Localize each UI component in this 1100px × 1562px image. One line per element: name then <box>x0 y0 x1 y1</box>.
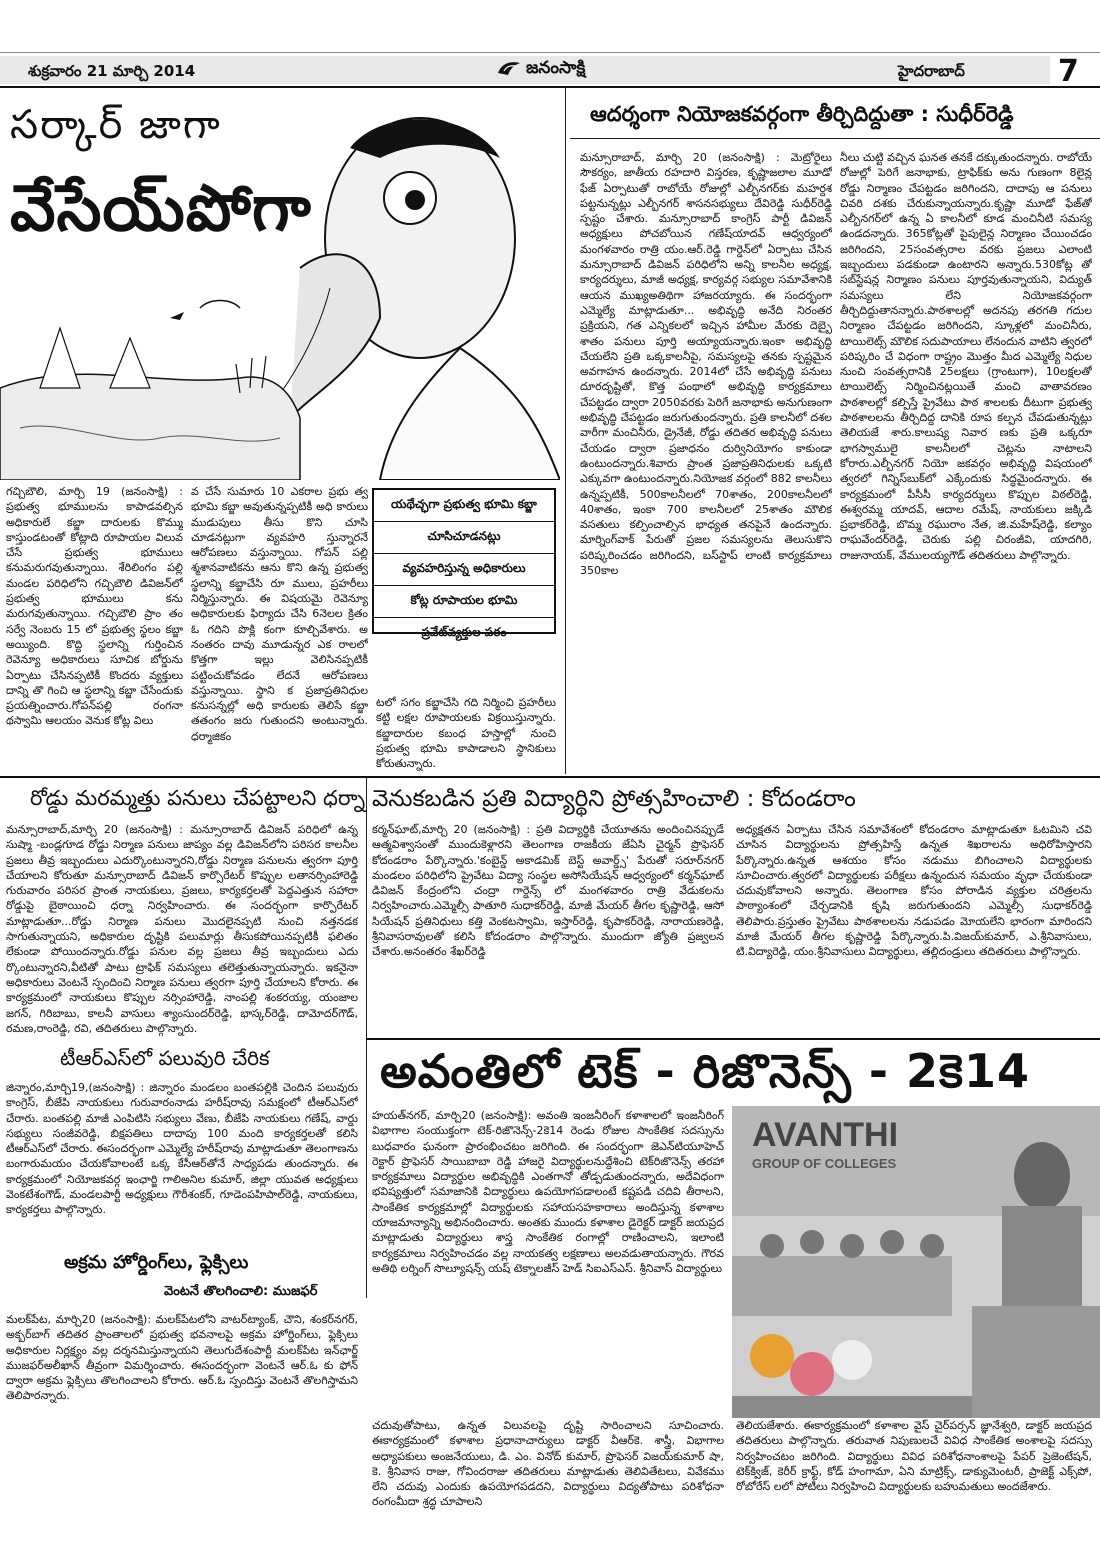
issue-date: శుక్రవారం 21 మార్చి 2014 <box>28 62 196 80</box>
event-photo-image <box>732 1106 1100 1418</box>
roads-body: మన్సూరాబాద్,మార్చి 20 (జనంసాక్షి) : మన్సూరాబాద్ డివిజన్ పరిధిలో ఉన్న సుష్మా -బండ్లగూడ రోడ్డు నిర్మాణ పనులు జాప్యం వల్ల డివిజన్‌లోని పరిసర కాలనీల ప్రజలు తీవ్ర ఇబ్బందులు ఎదుర్కొంటున్నారని,రోడ్డు నిర్మాణ పనులను త్వరగా పూర్తి చేయాలని కోరుతూ మన్సూరాబాద్ డివిజన్ కార్పొరేటర్ కొప్పుల లతానర్సింహారెడ్డి గురువారం పరిసర ప్రాంత నాయకులు, ప్రజలు, కార్యకర్తలతో పెద్దఎత్తున సహారా రోడ్డుపై బైఠాయించి ధర్నా నిర్వహించారు. ఈ సందర్భంగా కార్పొరేటర్ మాట్లాడుతూ...రోడ్డు నిర్మాణ పనులు మొదలైనప్పటి నుంచి నత్తనడక సాగుతున్నాయని, అధికారుల దృష్టికి పలుమార్లు తీసుకపోయినప్పటికీ ఫలితం లేకుండా పోయిందన్నారు.రోడ్డు పనుల వల్ల ప్రజలు తీవ్ర ఇబ్బందులు ఎదు ర్కొంటున్నారని,వీటితో పాటు ట్రాఫిక్ సమస్యలు తలెత్తుతున్నాయన్నారు. ఇకనైనా అధికారులు వెంటనే స్పందించి నిర్మాణ పనులు త్వరగా పూర్తి చేయాలని కోరారు. ఈ కార్యక్రమంలో నాయకులు కొప్పుల నర్సింహారెడ్డి, నాంపల్లి శంకరయ్య, యంజాల జగన్, గిరిబాబు, కాలనీ వాసులు శ్యాంసుందర్‌రెడ్డి, భాస్కర్‌రెడ్డి, దామోదర్‌గౌడ్, రమణ,రాంరెడ్డి, రవి, తదితరులు పాల్గొన్నారు. <box>6 823 358 1035</box>
kodandaram-col-1: కర్మన్‌ఘాట్,మార్చి 20 (జనంసాక్షి) : ప్రతి విద్యార్థికి చేయూతను అందించినప్పుడే ఆత్మవిశ్వాసంతో ముందుకెళ్లారని తెలంగాణ రాజకీయ జేఏసి చైర్మన్ ప్రొఫెసర్ కోదండరాం పేర్కొన్నారు.'కంబైన్డ్ అకాడమిక్ బెస్ట్ అవార్డ్స్' పేరుతో సరూర్‌నగర్ మండలం పరిధిలోని ప్రైవేటు విద్యా సంస్థల అసోసియేషన్ ఆధ్వర్యంలో కర్మన్‌ఘాట్ డివిజన్ కేంద్రంలోని చంద్రా గార్డెన్స్ లో మంగళవారం రాత్రి వేడుకలను నిర్వహించారు.ఎమ్మెల్సీ పాతూరి సుధాకర్‌రెడ్డి, మాజీ మేయర్ తీగల కృష్ణారెడ్డి, ఆసో సియేషన్ ప్రతినిధులు కత్తి వెంకటస్వామి, ఇస్తార్‌రెడ్డి, కృపాకర్‌రెడ్డి, నారాయణరెడ్డి, శ్రీనివాసరావులతో కలిసి కోదండరాం పాల్గొన్నారు. ముందుగా జ్యోతి ప్రజ్వలన చేశారు.అనంతరం శేఖర్‌రెడ్డి <box>372 823 724 959</box>
avanthi-col-1b: చదువుతోపాటు, ఉన్నత విలువలపై దృష్టి సారించాలని సూచించారు. ఈకార్యక్రమంలో కళాశాల ప్రధానాచార్యులు డాక్టర్ వీఆర్‌కె. శాస్త్రీ, విభాగాల అధ్యాపకులు అంజనేయులు, డి. ఎం. వినోద్ కుమార్, ప్రొఫెసర్ విజయ్‌కుమార్ షా, కె. శ్రీనివాస రాజు, గోవిందరాజు తదితరులు మాట్లాడుతు తెలివితేటలు, వివేకము లేని చదువు ఎందుకు ఉపయోగపడదని, విద్యార్థులు విద్యతోపాటు పరిశోధనా రంగంమీదా శ్రద్ధ చూపాలని <box>372 1419 724 1509</box>
pullquote-line: కోట్ల రూపాయల భూమి <box>374 585 554 617</box>
avanthi-col-1: హయత్‌నగర్, మార్చి20 (జనంసాక్షి): అవంతి ఇంజనీరింగ్ కళాశాలలో ఇంజనీరింగ్ విభాగాల సంయుక్తంగా టెక్-రిజొనెన్స్-2కె14 రెండు రోజుల సాంకేతిక సదస్సును బుధవారం ఘనంగా ప్రారంభించటం జరిగింది. ఈ సందర్భంగా జెఎన్‌టియూహెచ్ రెక్టార్ ప్రొఫెసర్ సాయిబాబా రెడ్డి హాజరై విద్యార్థులనుద్దేశించి టెక్‌రిజొనెన్స్ తరహా కార్యక్రమాలు విద్యార్థుల అభివృద్ధికి ఎంతగానో తోడ్పడుతుందన్నారు, అదేవిధంగా భవిష్యత్తులో సమాజానికి విద్యార్థులు ఉపయోగపడాలంటే కష్టపడి చదివి తీరాలని, సాంకేతిక కార్యక్రమాల్లో విద్యార్థులకు సహాయసహకారాలు అందిస్తున్న కళాశాల యాజమాన్యాన్ని అభినందించారు. అంతకు ముందు కళాశాల డైరెక్టర్ డాక్టర్ జయప్రద మాట్లాడుతు విద్యార్థులు శాస్త్ర సాంకేతిక రంగాల్లో రాణించాలని, ఇలాంటి కార్యక్రమాలు నిర్వహించడం వల్ల నాయకత్వ లక్షణాలు అలవడుతాయన్నారు. గౌరవ అతిథి లర్నింగ్ సొల్యూషన్స్ యష్ టెక్నాలజీస్ హెడ్ సిఐఎస్‌ఎస్. శ్రీనివాస్ విద్యార్థులు <box>372 1109 724 1275</box>
masthead-logo <box>496 58 585 82</box>
avanthi-headline: అవంతిలో టెక్ - రిజొనెన్స్ - 2కె14 <box>380 1044 1031 1098</box>
trs-body: జిన్నారం,మార్చి19,(జనంసాక్షి) : జిన్నారం మండలం బంతపల్లికి చెందిన పలువురు కాంగ్రెస్, బీజేపి నాయకులు గురువారంనాడు హరీష్‌రావు సమక్షంలో టీఆర్‌ఎస్‌లో చేరారు. బంతపల్లి మాజీ ఎంపిటిసి సభ్యులు వేణు, బీజేపి నాయకులు గణేష్, వార్డు సభ్యులు సంజీవరెడ్డి, బిక్షపతిలు దాదాపు 100 మంది కార్యకర్తలతో కలిసి టీఆర్‌ఎస్‌లో చేరారు. ఈసందర్భంగా ఎమ్మెల్యే హరీష్‌రావు మాట్లాడుతూ తెలంగాణను బంగారుమయం చేయకోవాలంటే ఒక్క కేసీఆర్‌తోనే సాధ్యపడు తుందన్నారు. ఈ కార్యక్రమంలో నియోజకవర్గ ఇంఛార్జి గాలిఅనిల కుమార్, జిల్లా యువత అధ్యక్షులు వెంకటేశంగౌడ్, మండలపార్టీ అధ్యక్షులు గౌరీశంకర్, గూడెంపహిపాల్‌రెడ్డి, నాయకులు, కార్యకర్తలు పాల్గొన్నారు. <box>6 1081 358 1217</box>
sarkar-col-3: టలో సగం కబ్జాచేసి గది నిర్మించి ప్రహరీలు కట్టి లక్షల రూపాయలకు విక్రయిస్తున్నారు. కబ్జాదారుల కబంధ హస్తాల్లో నుంచి ప్రభుత్వ భూమి కాపాడాలని స్థానికులు కోరుతున్నారు. <box>376 696 556 771</box>
edition-city: హైదరాబాద్ <box>898 62 965 80</box>
event-photo <box>732 1106 1100 1418</box>
kodandaram-col-2: అధ్యక్షతన ఏర్పాటు చేసిన సమావేశంలో కోదండరాం మాట్లాడుతూ ఓటమిని చవి చూసిన విద్యార్థులను ప్రోత్సహిస్తే ఉన్నత శిఖరాలను అధిరోహిస్తారని పేర్కొన్నారు.ఉన్నత ఆశయం కోసం నడుము బిగించాలని విద్యార్థులకు సూచించారు.త్వరలో విద్యార్థులకు పరీక్షలు ఉన్నందున సమయం వృధా చేయకుండా చదువుకోవాలని అన్నారు. తెలంగాణ కోసం పోరాడిన వ్యక్తుల చరిత్రలను పాఠ్యాంశంలో చేర్చడానికి కృషి జరుగుతుందని ఎమ్మెల్సీ సుధాకర్‌రెడ్డి తెలిపారు.ప్రస్తుతం ప్రైవేటు పాఠశాలలను నడుపడం మోయలేని భారంగా మారిందని మాజీ మేయర్ తీగల కృష్ణారెడ్డి పేర్కొన్నారు.పి.విజయ్‌కుమార్, ఎ.శ్రీనివాసులు, టి.విద్యారెడ్డి, యం.శ్రీనివాసులు విద్యార్థులు, తల్లిదండ్రులు తదితరులు పాల్గొన్నారు. <box>736 823 1092 959</box>
kodandaram-headline: వెనుకబడిన ప్రతి విద్యార్థిని ప్రోత్సహించాలి : కోదండరాం <box>372 786 856 812</box>
sarkar-col-1: గచ్చిబౌలి, మార్చి 19 (జనంసాక్షి) : ప్రభుత్వ భూములను కాపాడవల్సిన అధికారులే కబ్జా దారులకు కొమ్ము కాస్తుండటంతో కోట్లాది రూపాయల విలువ చేసే ప్రభుత్వ భూములు కనుమరుగవుతున్నాయి. శేరిలింగం పల్లి మండల పరిధిలోని గచ్చిబౌలి డివిజన్‌లో ప్రభుత్వ భూములు కను మరుగవుతున్నాయి. గచ్చిబౌలి ప్రాం తం సర్వే నెంబరు 15 లో ప్రభుత్వ స్థలం కబ్జా అయ్యింది. కొద్ది స్థలాన్ని గుర్తించిన రెవెన్యూ అధికారులు సూచిక బోర్డును ఏర్పాటు చేసినప్పటికీ కొందరు వ్యక్తులు దాన్ని తొ గించి ఆ స్థలాన్ని కబ్జా చేసేందుకు ప్రయత్నించారు.గోపన్‌పల్లి రంగనా థస్వామి ఆలయం వెనుక కోట్ల విలు <box>6 485 183 728</box>
balloon-icon <box>832 1340 872 1380</box>
pullquote-line: ప్రవేట్‌వ్యక్తుల పరం <box>374 617 554 649</box>
bird-logo-icon <box>496 59 522 77</box>
roads-headline: రోడ్డు మరమ్మత్తు పనులు చేపట్టాలని ధర్నా <box>30 786 366 810</box>
pullquote-line: వ్యవహరిస్తున్న అధికారులు <box>374 553 554 585</box>
sudheer-col-2: నీలు చుట్టి వచ్చిన ఘనత తనకే దక్కుతుందన్నారు. రాబోయే రోజుల్లో పెరిగే జనాభాకు, ట్రాఫిక్‌కు అను గుణంగా 8లైన్ల రోడ్డు నిర్మాణం చేపట్టడం జరిగిందని, దాదాపు ఆ పనులు చివరి దశకు చేరుకున్నాయన్నారు.కృష్ణా మూడో ఫేజ్‌తో ఎల్బీనగర్‌లో ఉన్న ఏ కాలనీలో కూడ మంచినీటి సమస్య ఉండదన్నారు. 365కోట్లతో పైపులైన్ల నిర్మాణం చేయించడం జరిగిందని, 25సంవత్సరాల వరకు ప్రజలు ఎలాంటి ఇబ్బందులు పడకుండా ఉంటారని అన్నారు.530కోట్ల తో సబ్‌స్టేషన్ల నిర్మాణం పనులు పూర్తవుతున్నాయని, విద్యుత్ సమస్యలు లేని నియోజకవర్గంగా తీర్చిదిద్దుతానన్నారు.పాఠశాలల్లో అదనపు తరగతి గదుల నిర్మాణం చేపట్టడం జరిగిందని, స్కూళ్లలో మంచినీరు, టాయిలెట్స్ మౌలిక సదుపాయాలు లేనందున వాటిని త్వరలో పరిష్కరిం చే విధంగా రాష్ట్రం మొత్తం మీద ఎమ్మెల్యే నిధుల నుంచి సంవత్సరానికి 25లక్షలు (గ్రాంటుగా), 10లక్షలతో టాయిలెట్స్ నిర్మించినట్లయితే మంచి వాతావరణం పాఠశాలల్లో కల్పిస్తే ప్రైవేటు పాఠ శాలలకు దీటుగా ప్రభుత్వ పాఠశాలలను తీర్చిదిద్ద దానికి రూప కల్పన చేపడుతున్నట్లు తెలియజే శారు.కాలుష్య నివార ణకు ప్రతి ఒక్కరూ భాగస్వాములై కాలనీలలో చెట్లను నాటాలని కోరారు.ఎల్బీనగర్ నియో జకవర్గం అభివృద్ధి విషయంలో త్వరలో గిన్నిస్‌బుక్‌లో ఎక్కేందుకు సిద్ధమైందన్నారు. ఈ కార్యక్రమంలో పీసీసీ కార్యదర్శులు కొప్పుల విఠల్‌రెడ్డి, ఈశ్వరమ్మ యాదవ్, ఆదాల రమేష్, నాయకులు జక్కిడి ప్రభాకర్‌రెడ్డి, బొమ్మ రఘురాం నేత, జి.మహేష్‌రెడ్డి, కల్యాం రాఘవేందర్‌రెడ్డి, చెరుకు పల్లి చిరంజీవి, యాదగిరి, రాజునాయక్, వేములయ్యగౌడ్ తదితరులు పాల్గొన్నారు. <box>840 151 1092 562</box>
pullquote-line: చూసిచూడనట్లు <box>374 521 554 553</box>
photo-banner-text: AVANTHI <box>752 1116 899 1154</box>
sarkar-col-2: వ చేసే సుమారు 10 ఎకరాల ప్రభు త్వ భూమి కబ్జా అవుతున్నప్పటికీ అధి కారులు ముడుపులు తీసు కొని చూసి చూడనట్లుగా వ్యవహరి స్తున్నారనే ఆరోపణలు వస్తున్నాయి. గోపన్ పల్లి శ్మశానవాటికను ఆను కొని ఉన్న ప్రభుత్వ స్థలాన్ని కబ్జాచేసి రూ ములు, ప్రహరీలు నిర్మిస్తున్నారు. ఈ విషయమై రెవెన్యూ అధికారులకు ఫిర్యాదు చేసి 6నెలల క్రితం ఓ గదిని పొక్లి కంగా కూల్చివేశారు. అ నంతరం దావు మూడున్నర ఎక రాలలో కొత్తగా ఇల్లు వెలిసినప్పటికీ పట్టించుకోవడం లేదనే ఆరోపణలు వస్తున్నాయి. స్థాని క ప్రజాప్రతినిధుల కనుసన్నల్లో అధి కారులకు తెలిసే కబ్జా తతంగం జరు గుతుందని అంటున్నారు. ధర్మాజికం <box>191 485 368 743</box>
hoardings-body: మలక్‌పేట, మార్చి20 (జనంసాక్షి): మలక్‌పేటలోని వాటర్‌ట్యాంక్, చౌని, శంకర్‌నగర్, అక్బర్‌బాగ్ తదితర ప్రాంతాలలో ప్రభుత్వ భవనాలపై అక్రమ హోర్డింగ్‌లు, ఫ్లెక్సిలు అధికారుల నిర్లక్ష్యం వల్ల దర్శనమిస్తున్నాయని తెలుగుదేశంపార్టీ మలక్‌పేట ఇన్‌ఛార్జ్ ముజఫర్‌అలీఖాన్ తీవ్రంగా విమర్శించారు. ఈసందర్భంగా వెంటనే ఆర్.ఓ కు ఫోన్ ద్వారా అక్రమ ఫ్లెక్సిలు తొలగించాలని కోరారు. ఆర్.ఓ స్పందిస్తు వెంటనే తొలగిస్తామని తెలిపారన్నారు. <box>6 1313 358 1403</box>
logo-text: జనంసాక్షి <box>526 58 586 78</box>
photo-banner-subtext: GROUP OF COLLEGES <box>752 1156 897 1171</box>
sarkar-headline-line1: సర్కార్ జాగా <box>10 102 222 148</box>
pullquote-line: యథేచ్ఛగా ప్రభుత్వ భూమి కబ్జా <box>391 497 537 511</box>
trs-headline: టీఆర్‌ఎస్‌లో పలువురి చేరిక <box>60 1046 270 1070</box>
sudheer-headline: ఆదర్శంగా నియోజకవర్గంగా తీర్చిదిద్దుతా : సుధీర్‌రెడ్డి <box>590 102 1014 126</box>
hoardings-subhead: వెంటనే తొలగించాలి: ముజఫర్ <box>164 1284 318 1299</box>
balloon-icon <box>750 1334 794 1378</box>
sarkar-headline-line2: వేసేయ్‌పోగా <box>10 172 312 246</box>
avanthi-col-2: తెలియజేశారు. ఈకార్యక్రమంలో కళాశాల వైస్ చైర్‌పర్సన్ జ్ఞానేశ్వరి, డాక్టర్ జయప్రద తదితరులు పాల్గొన్నారు. తరువాత నిపుణులచే వివిధ సాంకేతిక అంశాలపై సదస్సు నిర్వహించటం జరిగింది. విద్యార్థులు వివిధ పరిశోధనాంశాలపై పేపర్ ప్రెజెంటేషన్, టెక్‌క్విజ్, కెరీర్ క్రాఫ్ట్, కోడ్ హంగామా, ఏని మాట్రిక్స్, డాక్యుమెంటరీ, ప్రాజెక్ట్ ఎక్స్‌పో, రోబోరేస్ లలో పోటీలు నిర్వహించి విద్యార్థులకు బహుమతులు అందజేశారు. <box>736 1419 1092 1494</box>
sudheer-col-1: మన్సూరాబాద్, మార్చి 20 (జనంసాక్షి) : మెట్రోరైలు సౌకర్యం, జాతీయ రహదారి విస్తరణ, కృష్ణాజలాల మూడో ఫేజ్ ఏర్పాటుతో రాబోయే రోజుల్లో ఎల్బీనగర్‌కు మహర్దశ పట్టనున్నట్లు ఎల్బీనగర్ శాసనసభ్యులు దేవిరెడ్డి సుధీర్‌రెడ్డి స్పష్టం చేశారు. మన్సూరాబాద్ కాంగ్రెస్ పార్టీ డివిజన్ అధ్యక్షులు పోచబోయిన గణేష్‌యాదవ్ ఆధ్వర్యంలో మంగళవారం రాత్రి యం.ఆర్.రెడ్డి గార్డెన్‌లో ఏర్పాటు చేసిన మన్సూరాబాద్ డివిజన్ పరిధిలోని అన్ని కాలనీల అధ్యక్ష, కార్యదర్శులు, మాజీ అధ్యక్ష, కార్యవర్గ సభ్యుల సమావేశానికి ఆయన ముఖ్యఅతిథిగా హాజరయ్యారు. ఈ సందర్భంగా ఎమ్మెల్యే మాట్లాడుతూ... అభివృద్ధి అనేది నిరంతర ప్రక్రియని, గత ఎన్నికలలో ఇచ్చిన హామీల మేరకు దెబ్బై శాతం పనులు పూర్తి అయ్యాయన్నారు.ఇంకా అభివృద్ధి చేయలేని ప్రతి ఒక్కకాలనీపై, సమస్యలపై తనకు స్పష్టమైన అవగాహన ఉందన్నారు. 2014లో చేసే అభివృద్ధి పనులు దూరదృష్టితో, కొత్త పంథాలో అభివృద్ధి కార్యక్రమాలు చేపట్టడం ద్వారా 2050వరకు పెరిగే జనాభాకు అనుగుణంగా అభివృద్ధి చేపట్టడం జరుగుతుందన్నారు. ప్రతి కాలనీలో దశల వారీగా మంచినీరు, డ్రైనేజీ, రోడ్డు తదితర అభివృద్ధి పనులు చేయడం ద్వారా ప్రజాధనం దుర్వినియోగం కాకుండా ఉంటుందన్నారు.శివారు ప్రాంత ప్రజాప్రతినిధులకు ఒక్కటి ఎక్కువగా ఉంటుందన్నారు.నియోజక వర్గంలో 882 కాలనీలు ఉన్నప్పటికీ, 500కాలనీలలో 70శాతం, 200కాలనీలలో 40శాతం, ఇంకా 700 కాలనీలలో 25శాతం మౌలిక వసతులు కల్పించాల్సిన భాధ్యత తనపైనే ఉందన్నారు. మార్నింగ్‌వాక్ పేరుతో ప్రజల సమస్యలను తెలుసుకొని పరిష్కరించడం జరిగిందని, బస్‌స్టాప్ లాంటి కార్యక్రమాలు 350కాల <box>580 151 832 578</box>
balloon-icon <box>790 1352 834 1396</box>
hoardings-headline: అక్రమ హోర్డింగ్‌లు, ఫ్లెక్సిలు <box>64 1252 249 1273</box>
sarkar-pullquote <box>372 488 556 639</box>
page-number: 7 <box>1058 54 1079 89</box>
